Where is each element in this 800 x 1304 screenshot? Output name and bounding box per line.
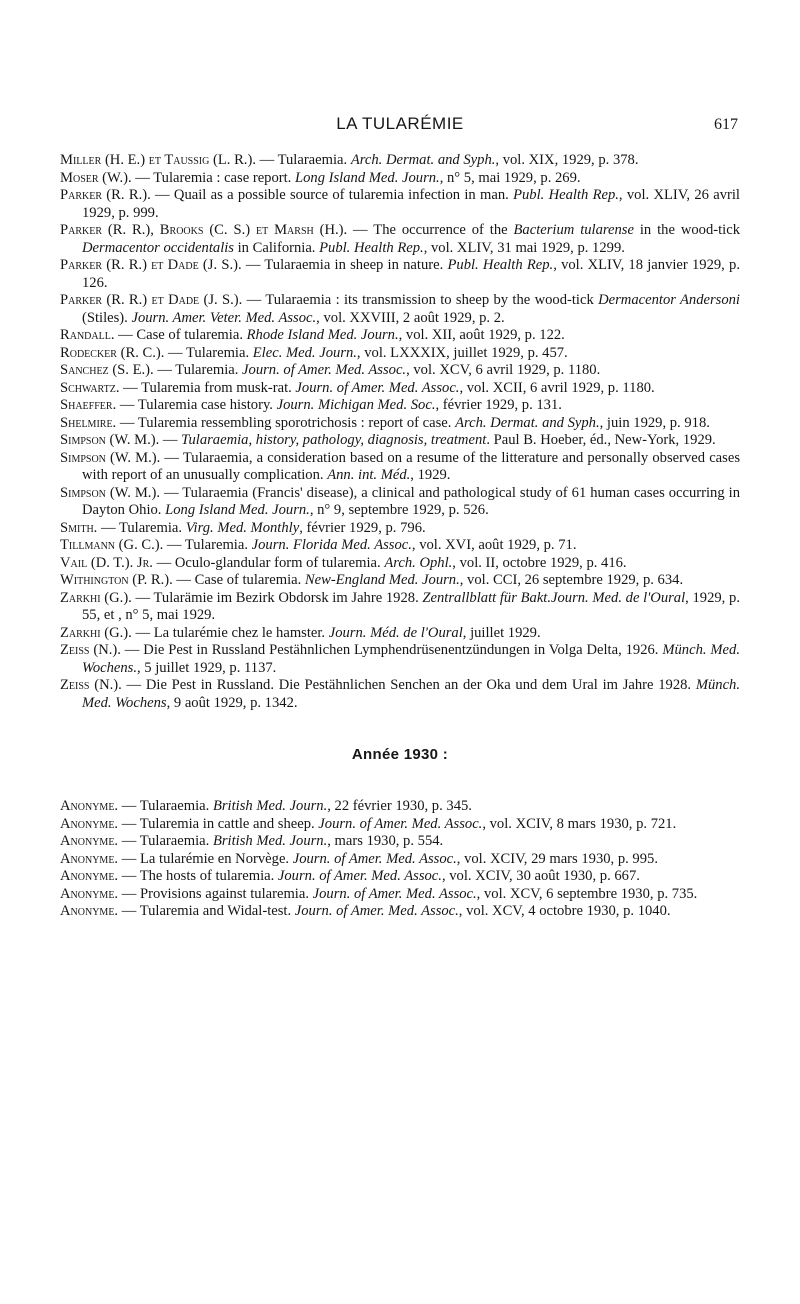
bib-author: Simpson (W. M.).	[60, 432, 160, 448]
bib-text: , 9 août 1929, p. 1342.	[166, 694, 298, 711]
bib-text: , vol. XII, août 1929, p. 122.	[398, 327, 565, 343]
bib-journal: Dermacentor occidentalis	[82, 239, 234, 256]
bib-text: , n° 9, septembre 1929, p. 526.	[309, 502, 489, 518]
bib-entry	[60, 450, 740, 485]
bib-text: — Tularemia.	[97, 519, 186, 536]
bib-author: Anonyme.	[60, 850, 119, 867]
bib-text: , vol. XCIV, 8 mars 1930, p. 721.	[482, 815, 677, 832]
bib-entry	[60, 555, 740, 573]
bib-author: Parker (R. R.) et Dade (J. S.).	[60, 292, 243, 308]
bib-text: — Tularaemia, a consideration based on a resume of the litterature and personally observed cases with report of an unusually complication.	[82, 449, 740, 483]
bib-journal: Journ. of Amer. Med. Assoc.	[242, 362, 407, 378]
bib-author: Shaeffer.	[60, 397, 117, 413]
bib-text: — Tularemia from musk-rat.	[119, 379, 296, 396]
bib-text: — Tularemia : case report.	[131, 169, 295, 186]
bib-journal: Münch. Med. Wochens	[82, 677, 741, 711]
bib-journal: Long Island Med. Journ.	[294, 169, 440, 186]
bib-text: , 22 février 1930, p. 345.	[327, 798, 472, 814]
bib-author: Shelmire.	[60, 414, 117, 431]
bib-journal: British Med. Journ.	[212, 798, 328, 814]
bib-text: — Tularemia.	[164, 344, 253, 361]
bib-text: , février 1929, p. 131.	[435, 397, 562, 413]
bib-author: Parker (R. R.) et Dade (J. S.).	[60, 257, 242, 273]
bib-journal: Journ. of Amer. Med. Assoc.	[294, 903, 459, 919]
bib-journal: Journ. of Amer. Med. Assoc.	[277, 868, 442, 884]
bib-entry	[60, 152, 740, 170]
bib-text: — Tularaemia : its transmission to sheep by the wood-tick	[242, 292, 599, 308]
bib-text: , juillet 1929.	[462, 624, 541, 641]
bib-text: — Tularemia.	[153, 362, 243, 378]
bib-author: Parker (R. R.), Brooks (C. S.) et Marsh (H.).	[60, 222, 348, 238]
bib-text: , vol. LXXXIX, juillet 1929, p. 457.	[356, 344, 568, 361]
bib-author: Tillmann (G. C.).	[60, 537, 164, 553]
bib-author: Schwartz.	[60, 379, 120, 396]
bib-journal: Zentrallblatt für Bakt.	[422, 589, 551, 606]
bib-text: — Tularaemia (Francis' disease), a clinical and pathological study of 61 human cases occurring in Dayton Ohio.	[82, 484, 740, 518]
bib-entry	[60, 397, 740, 415]
bib-journal: Journ. of Amer. Med. Assoc.	[292, 850, 457, 867]
bib-text: — Tularämie im Bezirk Obdorsk im Jahre 1928.	[131, 589, 423, 606]
bib-text: , 5 juillet 1929, p. 1137.	[137, 659, 277, 676]
bib-entry	[60, 380, 740, 398]
bib-text: — Case of tularemia.	[172, 572, 305, 588]
bib-entry	[60, 292, 740, 327]
bib-text: in the wood-tick	[633, 222, 740, 238]
bibliography-1929	[60, 152, 740, 712]
bib-entry	[60, 485, 740, 520]
bib-text: — The occurrence of the	[347, 222, 514, 238]
bib-text: , vol. XLIV, 26 avril 1929, p. 999.	[82, 187, 740, 221]
bib-text: , février 1929, p. 796.	[299, 519, 426, 536]
bib-text: — Tularemia and Widal-test.	[118, 903, 295, 919]
bib-author: Zeiss (N.).	[60, 677, 122, 693]
bib-journal: Journ. of Amer. Med. Assoc.	[295, 379, 460, 396]
bib-author: Anonyme.	[60, 868, 119, 884]
bib-entry	[60, 187, 740, 222]
bib-author: Anonyme.	[60, 903, 119, 919]
bib-journal: Elec. Med. Journ.	[252, 344, 357, 361]
bib-entry	[60, 625, 740, 643]
bib-journal: Virg. Med. Monthly	[185, 519, 300, 536]
bib-text: , 1929.	[410, 467, 451, 483]
bib-author: Withington (P. R.).	[60, 572, 173, 588]
bib-author: Simpson (W. M.).	[60, 484, 160, 501]
bib-entry	[60, 868, 740, 886]
bib-author: Anonyme.	[60, 798, 119, 814]
bib-text: , vol. CCI, 26 septembre 1929, p. 634.	[459, 572, 684, 588]
bib-journal: Journ. Med. de l'Oural	[551, 589, 686, 606]
bib-author: Anonyme.	[60, 885, 119, 902]
bib-text: — Oculo-glandular form of tularemia.	[152, 554, 385, 571]
bib-author: Moser (W.).	[60, 169, 132, 186]
bib-journal: Münch. Med. Wochens.	[82, 642, 740, 676]
bib-text: , vol. XIX, 1929, p. 378.	[495, 152, 639, 168]
bib-text: , 1929, p. 55, et	[82, 589, 740, 623]
bib-journal: Journ. of Amer. Med. Assoc.	[318, 815, 483, 832]
bib-author: Vail (D. T.). Jr.	[60, 554, 153, 571]
bib-author: Randall.	[60, 327, 115, 343]
bib-entry	[60, 257, 740, 292]
bib-entry	[60, 903, 740, 921]
bib-text: , mars 1930, p. 554.	[327, 833, 444, 849]
section-heading-1930: Année 1930 :	[351, 746, 449, 763]
bib-text: , vol. XLIV, 31 mai 1929, p. 1299.	[423, 239, 625, 256]
bib-text: — Case of tularemia.	[114, 327, 247, 343]
bib-entry	[60, 432, 740, 450]
bib-text: , vol. XXVIII, 2 août 1929, p. 2.	[316, 309, 505, 326]
bib-journal: Journ. of Amer. Med. Assoc.	[312, 885, 477, 902]
bib-text: , vol. XCIV, 29 mars 1930, p. 995.	[456, 850, 658, 867]
bib-text: — Tularaemia in sheep in nature.	[241, 257, 448, 273]
bib-author: Miller (H. E.) et Taussig (L. R.).	[60, 152, 256, 168]
bib-text: — Tularemia ressembling sporotrichosis : report of case.	[116, 414, 456, 431]
bib-entry	[60, 642, 740, 677]
bib-author: Simpson (W. M.).	[60, 449, 161, 466]
bib-journal: Journ. Amer. Veter. Med. Assoc.	[131, 309, 317, 326]
bib-author: Zarkhi (G.).	[60, 589, 132, 606]
bib-text: —	[159, 432, 182, 448]
bibliography-1930	[60, 798, 740, 921]
bib-text: , n° 5, mai 1929.	[118, 607, 216, 623]
bib-journal: Bacterium tularense	[513, 222, 634, 238]
bib-text: — Die Pest in Russland. Die Pestähnlichen Senchen an der Oka und dem Ural im Jahre 1928.	[121, 677, 696, 693]
bib-text: , vol. XCIV, 30 août 1930, p. 667.	[441, 868, 640, 884]
bib-journal: Publ. Health Rep.	[513, 187, 619, 203]
bib-journal: Journ. Florida Med. Assoc.	[251, 537, 412, 553]
bib-author: Smith.	[60, 519, 98, 536]
bib-text: — Tularaemia.	[255, 152, 351, 168]
bib-journal: Ann. int. Méd.	[327, 467, 411, 483]
bib-journal: Rhode Island Med. Journ.	[246, 327, 399, 343]
bib-entry	[60, 345, 740, 363]
bib-text: — Provisions against tularemia.	[118, 885, 313, 902]
bib-text: — Tularaemia.	[118, 798, 213, 814]
bib-entry	[60, 327, 740, 345]
document-page	[60, 108, 740, 921]
bib-author: Rodecker (R. C.).	[60, 344, 165, 361]
bib-text: (Stiles).	[82, 309, 132, 326]
page-number: 617	[714, 116, 738, 133]
bib-journal: Dermacentor Andersoni	[598, 292, 740, 308]
bib-journal: Arch. Dermat. and Syph.	[350, 152, 496, 168]
bib-text: , vol. II, octobre 1929, p. 416.	[452, 554, 627, 571]
bib-entry	[60, 798, 740, 816]
bib-text: . Paul B. Hoeber, éd., New-York, 1929.	[486, 432, 716, 448]
bib-author: Zeiss (N.).	[60, 642, 121, 658]
bib-text: — La tularémie chez le hamster.	[131, 624, 329, 641]
bib-author: Parker (R. R.).	[60, 187, 151, 203]
bib-text: — Die Pest in Russland Pestähnlichen Lymphendrüsenentzündungen in Volga Delta, 1926.	[120, 642, 663, 658]
bib-journal: Tularaemia, history, pathology, diagnosis, treatment	[181, 432, 487, 448]
bib-journal: Publ. Health Rep.	[447, 257, 554, 273]
bib-journal: Journ. Méd. de l'Oural	[328, 624, 463, 641]
bib-journal: Arch. Ophl.	[384, 554, 453, 571]
bib-entry	[60, 537, 740, 555]
bib-author: Zarkhi (G.).	[60, 624, 132, 641]
bib-text: in California.	[233, 239, 320, 256]
bib-journal: Arch. Dermat. and Syph.	[455, 414, 600, 431]
bib-text: — Tularemia.	[163, 537, 252, 553]
bib-entry	[60, 520, 740, 538]
bib-text: , vol. XCV, 6 septembre 1930, p. 735.	[476, 885, 698, 902]
bib-text: — La tularémie en Norvège.	[118, 850, 293, 867]
bib-entry	[60, 415, 740, 433]
bib-entry	[60, 170, 740, 188]
bib-entry	[60, 222, 740, 257]
bib-entry	[60, 590, 740, 625]
bib-entry	[60, 833, 740, 851]
bib-author: Anonyme.	[60, 833, 119, 849]
bib-journal: British Med. Journ.	[212, 833, 328, 849]
bib-journal: New-England Med. Journ.	[304, 572, 460, 588]
bib-text: , vol. XCV, 4 octobre 1930, p. 1040.	[458, 903, 671, 919]
running-title: LA TULARÉMIE	[336, 114, 464, 133]
bib-text: — The hosts of tularemia.	[118, 868, 278, 884]
bib-text: , n° 5, mai 1929, p. 269.	[439, 169, 581, 186]
bib-journal: Long Island Med. Journ.	[165, 502, 310, 518]
bib-journal: Journ. Michigan Med. Soc.	[276, 397, 436, 413]
bib-entry	[60, 886, 740, 904]
bib-entry	[60, 851, 740, 869]
bib-entry	[60, 677, 740, 712]
bib-text: , vol. XLIV, 18 janvier 1929, p. 126.	[82, 257, 740, 291]
bib-text: , vol. XCII, 6 avril 1929, p. 1180.	[459, 379, 655, 396]
running-header	[60, 108, 740, 148]
bib-text: — Tularaemia.	[118, 833, 213, 849]
bib-entry	[60, 572, 740, 590]
bib-text: — Tularemia in cattle and sheep.	[118, 815, 319, 832]
bib-journal: Publ. Health Rep.	[319, 239, 424, 256]
bib-entry	[60, 362, 740, 380]
bib-text: , juin 1929, p. 918.	[599, 414, 710, 431]
bib-text: , vol. XVI, août 1929, p. 71.	[411, 537, 577, 553]
bib-text: — Quail as a possible source of tularemia infection in man.	[150, 187, 514, 203]
bib-text: — Tularemia case history.	[116, 397, 277, 413]
bib-entry	[60, 816, 740, 834]
bib-author: Anonyme.	[60, 815, 119, 832]
bib-text: , vol. XCV, 6 avril 1929, p. 1180.	[406, 362, 601, 378]
bib-author: Sanchez (S. E.).	[60, 362, 154, 378]
